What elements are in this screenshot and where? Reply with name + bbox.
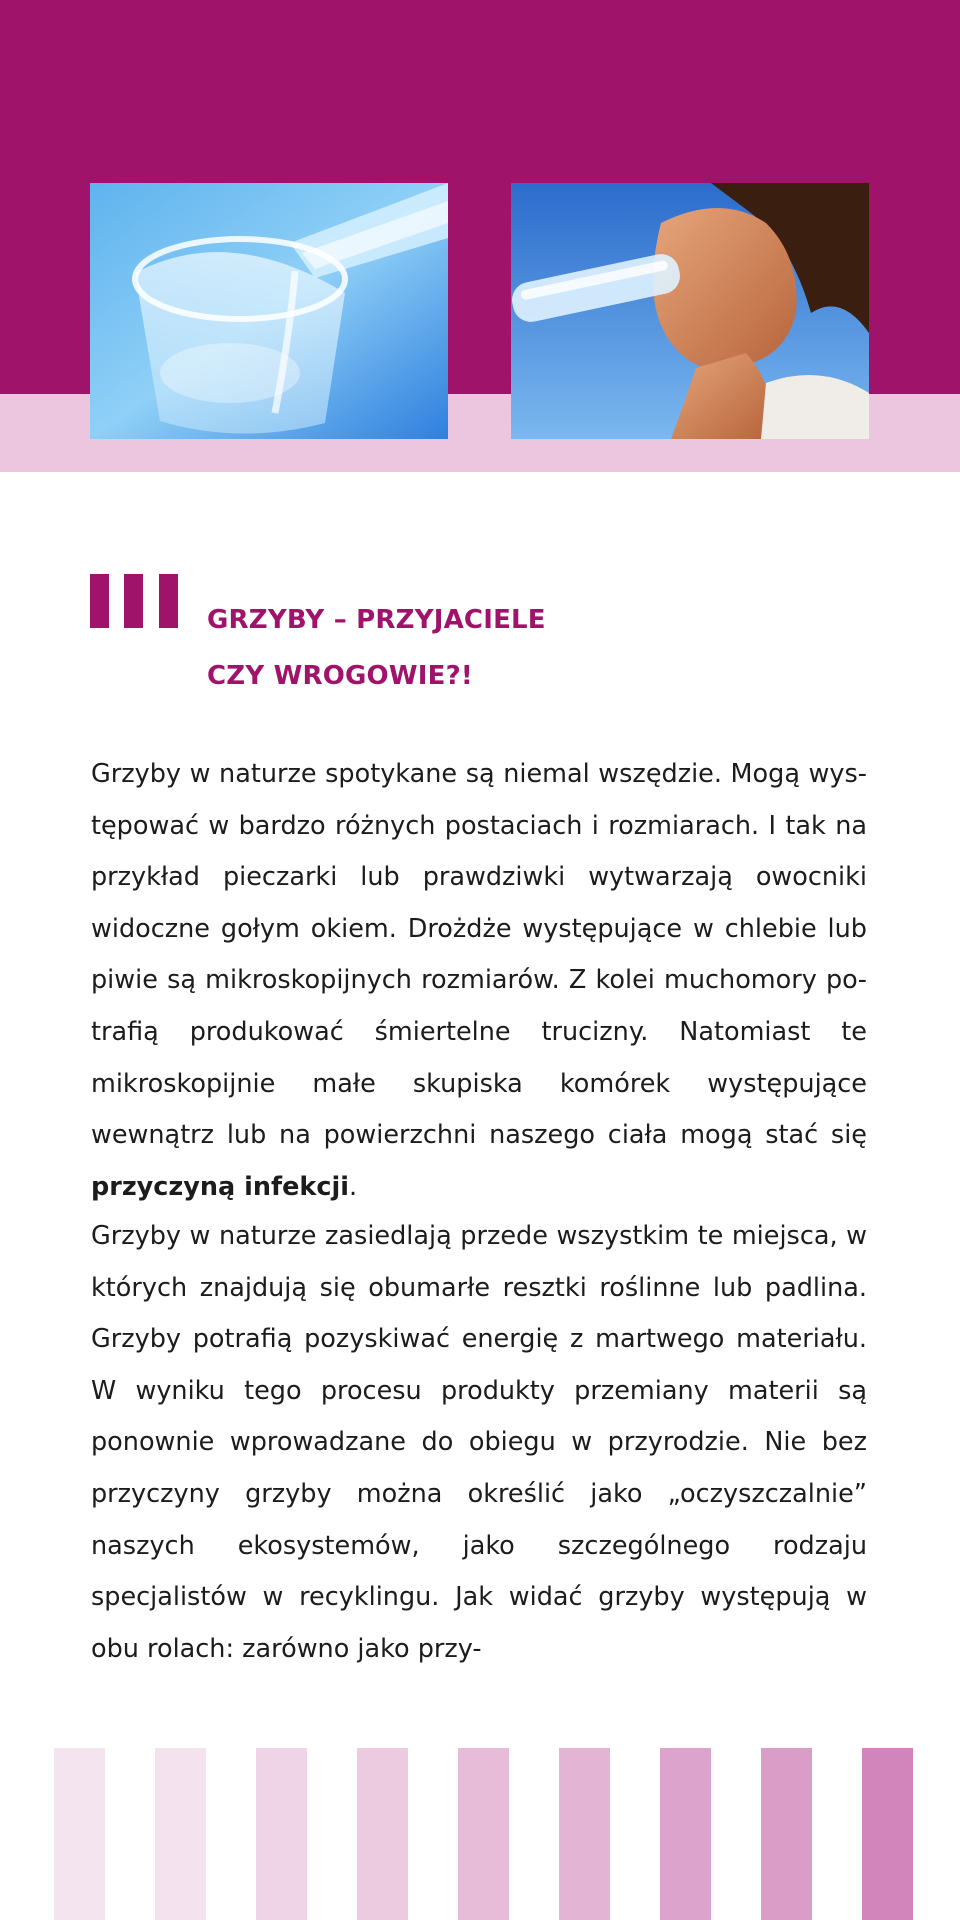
heading-line-1: GRZYBY – PRZYJACIELE <box>207 605 546 635</box>
stripe <box>559 1748 610 1920</box>
stripe <box>155 1748 206 1920</box>
paragraph-1-emphasis: przyczyną infekcji <box>91 1171 349 1202</box>
decorative-stripes <box>0 1748 960 1920</box>
heading-line-2: CZY WROGOWIE?! <box>207 661 473 691</box>
paragraph-1-end: . <box>348 1171 358 1202</box>
paragraph-2-text: Grzyby w naturze zasiedlają przede wszystkim te miejsca, w których znajdują się obumarłe resztki roślinne lub padlina. Grzyby potrafią pozyskiwać energię z martwego materiału. W wyniku tego procesu produkty przemiany materii są ponownie wprowadzane do obiegu w przyrodzie. Nie bez przyczyny grzyby można określić jako „oczyszczalnie” naszych ekosystemów, jako szczególnego rodzaju specjalistów w recyklingu. Jak widać grzyby występują w obu rolach: zarówno jako przy- <box>91 1221 867 1664</box>
three-vertical-bars-icon <box>90 574 178 628</box>
paragraph-2 <box>91 1211 867 1675</box>
stripe <box>660 1748 711 1920</box>
stripe <box>357 1748 408 1920</box>
stripe <box>256 1748 307 1920</box>
water-pouring-into-glass-photo <box>90 183 448 439</box>
stripe <box>458 1748 509 1920</box>
stripe <box>761 1748 812 1920</box>
paragraph-1-text: Grzyby w naturze spotykane są niemal wszędzie. Mogą występować w bardzo różnych postaciach i rozmiarach. I tak na przykład pieczarki lub prawdziwki wytwarzają owocniki widoczne gołym okiem. Drożdże występujące w chlebie lub piwie są mikroskopijnych rozmiarów. Z kolei muchomory potrafią produkować śmiertelne trucizny. Natomiast te mikroskopijnie małe skupiska komórek występujące wewnątrz lub na powierzchni naszego ciała mogą stać się <box>91 759 867 1151</box>
section-heading <box>207 592 546 704</box>
stripe <box>862 1748 913 1920</box>
stripe <box>54 1748 105 1920</box>
paragraph-1 <box>91 749 867 1213</box>
woman-drinking-from-bottle-photo <box>511 183 869 439</box>
